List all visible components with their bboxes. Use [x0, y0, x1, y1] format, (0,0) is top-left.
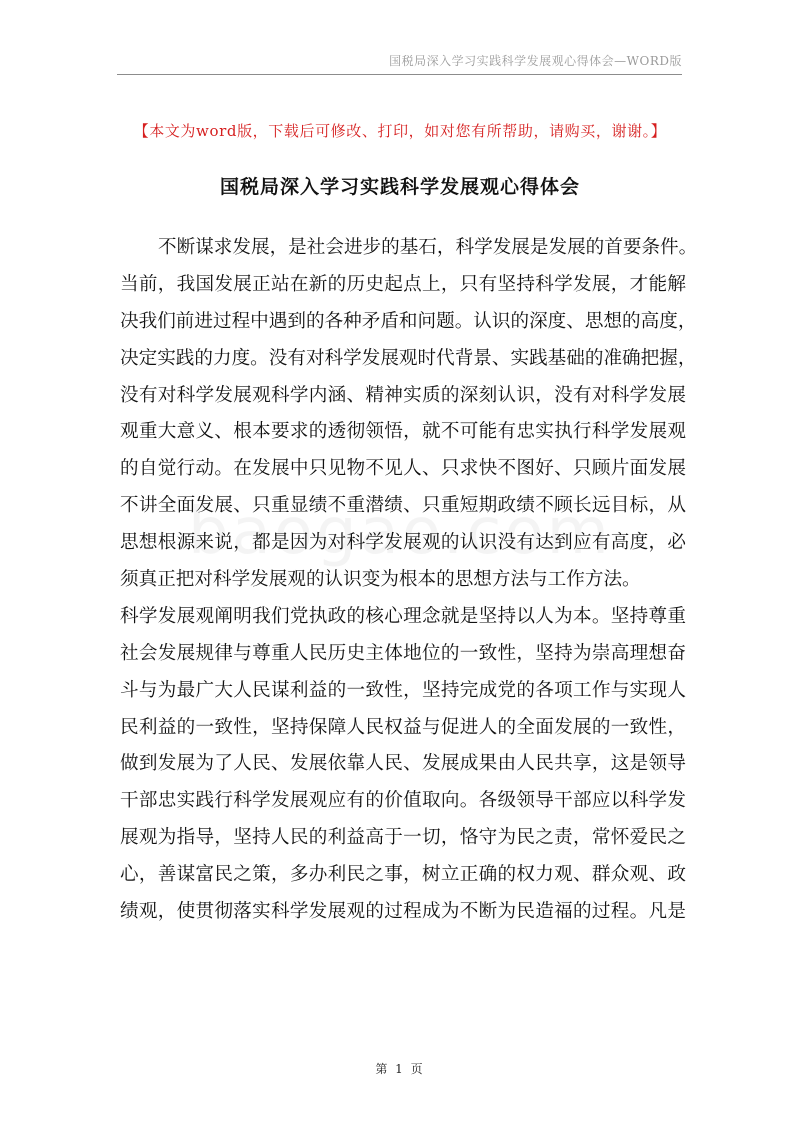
paragraph-line: 的自觉行动。在发展中只见物不见人、只求快不图好、只顾片面发展: [120, 458, 686, 480]
paragraph-line: 决定实践的力度。没有对科学发展观时代背景、实践基础的准确把握，: [120, 347, 697, 369]
paragraph-line: 没有对科学发展观科学内涵、精神实质的深刻认识，没有对科学发展: [120, 384, 686, 406]
document-body: [120, 230, 698, 931]
paragraph-line: 做到发展为了人民、发展依靠人民、发展成果由人民共享，这是领导: [120, 753, 686, 775]
download-notice: 【本文为word版，下载后可修改、打印，如对您有所帮助，请购买，谢谢。】: [133, 122, 667, 140]
paragraph-line: 须真正把对科学发展观的认识变为根本的思想方法与工作方法。: [120, 569, 641, 591]
document-title: 国税局深入学习实践科学发展观心得体会: [219, 176, 580, 198]
header-divider: [117, 74, 682, 75]
paragraph-line: 斗与为最广大人民谋利益的一致性，坚持完成党的各项工作与实现人: [120, 679, 686, 701]
paragraph-line: 心，善谋富民之策，多办利民之事，树立正确的权力观、群众观、政: [120, 864, 686, 886]
paragraph-line: 不讲全面发展、只重显绩不重潜绩、只重短期政绩不顾长远目标，从: [120, 495, 686, 517]
running-header: 国税局深入学习实践科学发展观心得体会—WORD版: [389, 54, 682, 68]
paragraph-line: 不断谋求发展，是社会进步的基石，科学发展是发展的首要条件。: [158, 237, 698, 258]
paragraph-line: 绩观，使贯彻落实科学发展观的过程成为不断为民造福的过程。凡是: [120, 901, 686, 923]
page-number: 第 1 页: [375, 1062, 425, 1076]
paragraph-line: 思想根源来说，都是因为对科学发展观的认识没有达到应有高度，必: [120, 532, 686, 554]
paragraph-line: 观重大意义、根本要求的透彻领悟，就不可能有忠实执行科学发展观: [120, 421, 686, 443]
paragraph-line: 干部忠实践行科学发展观应有的价值取向。各级领导干部应以科学发: [120, 790, 686, 812]
paragraph-line: 社会发展规律与尊重人民历史主体地位的一致性，坚持为崇高理想奋: [120, 642, 686, 664]
paragraph-line: 决我们前进过程中遇到的各种矛盾和问题。认识的深度、思想的高度，: [120, 310, 697, 332]
paragraph-line: 科学发展观阐明我们党执政的核心理念就是坚持以人为本。坚持尊重: [120, 605, 686, 627]
paragraph-line: 民利益的一致性，坚持保障人民权益与促进人的全面发展的一致性，: [120, 716, 686, 738]
paragraph-line: 当前，我国发展正站在新的历史起点上，只有坚持科学发展，才能解: [120, 273, 686, 295]
paragraph-line: 展观为指导，坚持人民的利益高于一切，恪守为民之责，常怀爱民之: [120, 827, 686, 849]
